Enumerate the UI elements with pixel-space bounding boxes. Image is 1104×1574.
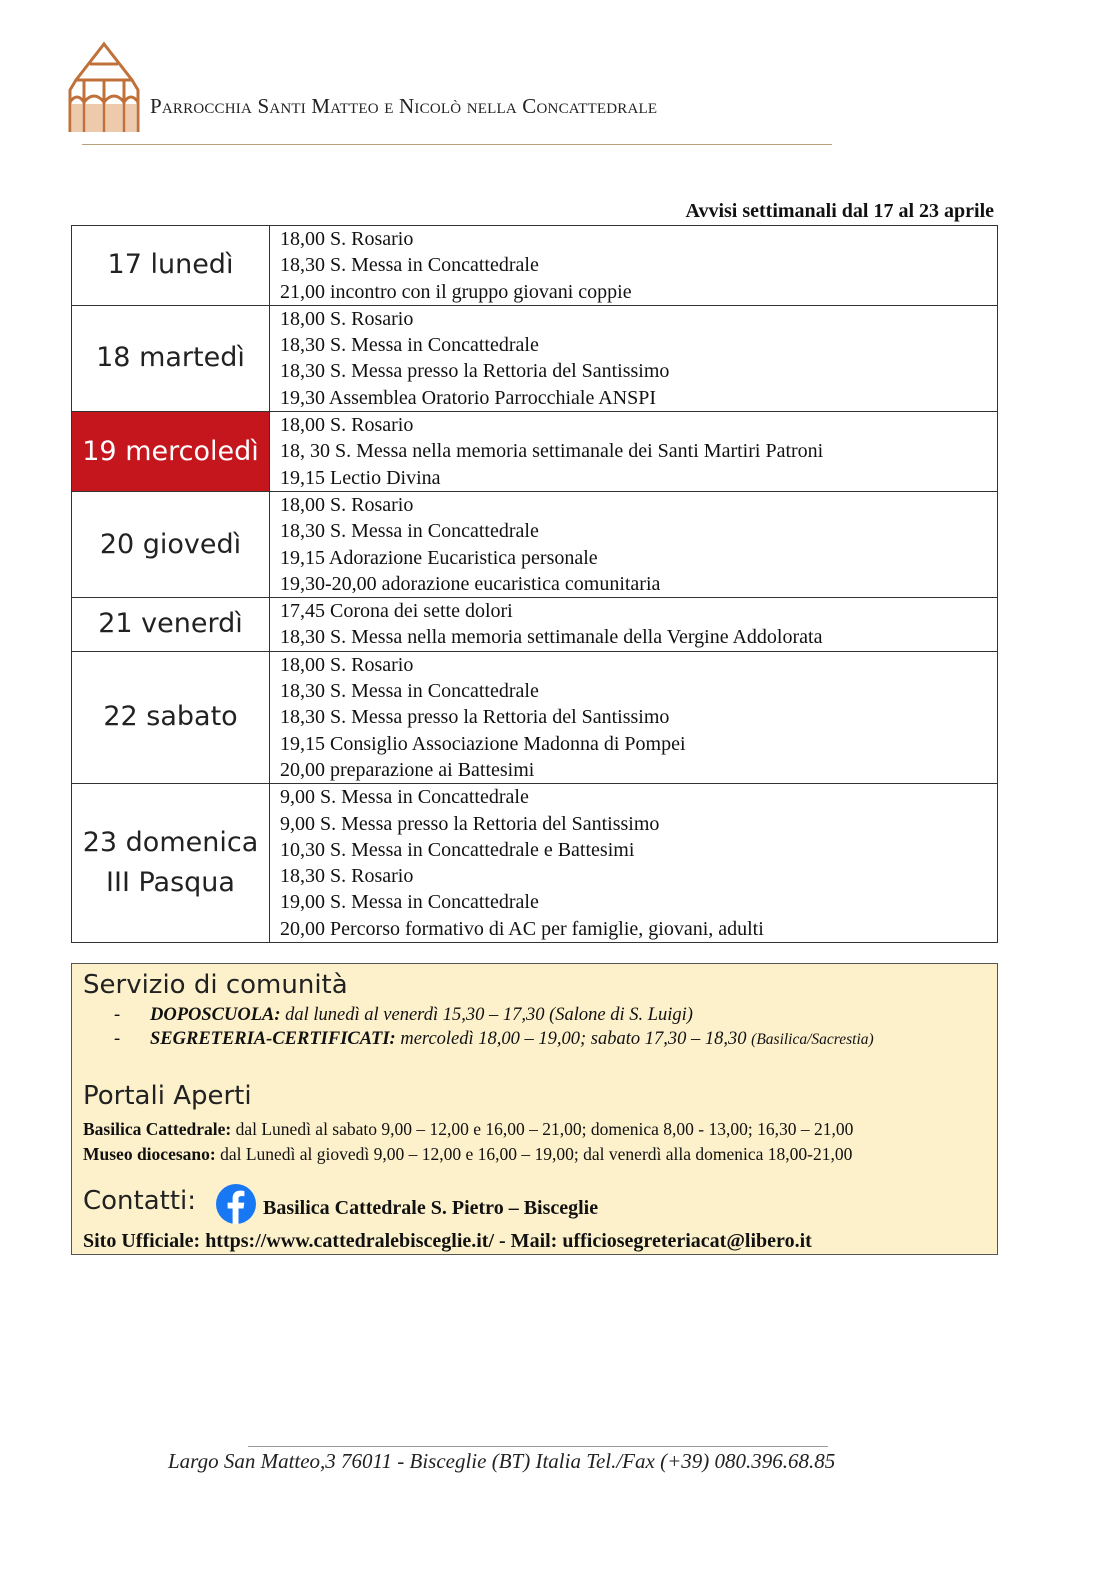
- event-item: 18, 30 S. Messa nella memoria settimanale dei Santi Martiri Patroni: [280, 440, 824, 463]
- event-item: 19,15 Consiglio Associazione Madonna di Pompei: [280, 732, 686, 755]
- day-cell: [72, 598, 270, 652]
- schedule-row: [72, 305, 998, 411]
- event-item: 10,30 S. Messa in Concattedrale e Battesimi: [280, 838, 635, 861]
- event-item: 20,00 preparazione ai Battesimi: [280, 758, 535, 781]
- day-sublabel: III Pasqua: [106, 867, 235, 899]
- event-item: 18,00 S. Rosario: [280, 653, 414, 676]
- event-item: 18,30 S. Messa in Concattedrale: [280, 254, 539, 277]
- day-label: 20 giovedì: [99, 528, 242, 560]
- day-cell: [72, 784, 270, 943]
- event-item: 18,00 S. Rosario: [280, 307, 414, 330]
- event-item: 18,00 S. Rosario: [280, 414, 414, 437]
- portals-heading: Portali Aperti: [83, 1081, 252, 1111]
- event-item: 19,15 Adorazione Eucaristica personale: [280, 546, 598, 569]
- day-cell: [72, 226, 270, 306]
- event-item: 21,00 incontro con il gruppo giovani coppie: [280, 280, 632, 303]
- event-item: 19,15 Lectio Divina: [280, 466, 441, 489]
- event-item: 18,30 S. Messa nella memoria settimanale della Vergine Addolorata: [280, 626, 823, 649]
- event-item: 18,30 S. Messa in Concattedrale: [280, 680, 539, 703]
- website-mail-line[interactable]: Sito Ufficiale: https://www.cattedralebisceglie.it/ - Mail: ufficiosegreteriacat@libero.it: [83, 1230, 812, 1252]
- week-title: Avvisi settimanali dal 17 al 23 aprile: [685, 200, 994, 222]
- schedule-row: [72, 412, 998, 492]
- day-cell: [72, 651, 270, 783]
- event-item: 9,00 S. Messa in Concattedrale: [280, 786, 529, 809]
- day-label: 19 mercoledì: [82, 435, 259, 467]
- weekly-schedule-table: [71, 225, 998, 943]
- schedule-row: [72, 226, 998, 306]
- events-cell: [270, 412, 998, 492]
- parish-title: Parrocchia Santi Matteo e Nicolò nella Concattedrale: [150, 94, 658, 118]
- event-item: 19,00 S. Messa in Concattedrale: [280, 891, 539, 914]
- event-item: 18,30 S. Rosario: [280, 865, 414, 888]
- header-divider: [82, 144, 832, 145]
- service-item-doposcuola: - DOPOSCUOLA: dal lunedì al venerdì 15,30 – 17,30 (Salone di S. Luigi): [114, 1005, 693, 1025]
- community-info-box: [71, 963, 998, 1255]
- service-item-segreteria: - SEGRETERIA-CERTIFICATI: mercoledì 18,00 – 19,00; sabato 17,30 – 18,30 (Basilica/Sacrestia): [114, 1029, 874, 1049]
- church-logo-icon: [66, 40, 142, 134]
- portal-basilica: Basilica Cattedrale: dal Lunedì al sabato 9,00 – 12,00 e 16,00 – 21,00; domenica 8,00 - 13,00; 16,30 – 21,00: [83, 1119, 854, 1139]
- schedule-row: [72, 491, 998, 597]
- day-label: 23 domenica: [82, 827, 259, 859]
- event-item: 17,45 Corona dei sette dolori: [280, 600, 513, 623]
- event-item: 18,30 S. Messa presso la Rettoria del Santissimo: [280, 360, 670, 383]
- facebook-icon[interactable]: [216, 1184, 256, 1224]
- footer-address: Largo San Matteo,3 76011 - Bisceglie (BT) Italia Tel./Fax (+39) 080.396.68.85: [168, 1449, 836, 1473]
- events-cell: [270, 784, 998, 943]
- schedule-row: [72, 651, 998, 783]
- day-label: 21 venerdì: [98, 608, 243, 640]
- day-label: 22 sabato: [103, 701, 238, 733]
- event-item: 9,00 S. Messa presso la Rettoria del Santissimo: [280, 812, 660, 835]
- service-heading: Servizio di comunità: [83, 970, 348, 1000]
- event-item: 18,00 S. Rosario: [280, 493, 414, 516]
- schedule-row: [72, 598, 998, 652]
- footer-divider: [248, 1446, 828, 1447]
- events-cell: [270, 651, 998, 783]
- event-item: 20,00 Percorso formativo di AC per famiglie, giovani, adulti: [280, 917, 764, 940]
- day-cell: [72, 305, 270, 411]
- event-item: 19,30 Assemblea Oratorio Parrocchiale ANSPI: [280, 386, 657, 409]
- facebook-page-name[interactable]: Basilica Cattedrale S. Pietro – Bisceglie: [263, 1197, 599, 1219]
- event-item: 19,30-20,00 adorazione eucaristica comunitaria: [280, 572, 661, 595]
- event-item: 18,30 S. Messa presso la Rettoria del Santissimo: [280, 706, 670, 729]
- day-label: 17 lunedì: [107, 249, 234, 281]
- events-cell: [270, 226, 998, 306]
- day-cell: [72, 412, 270, 492]
- event-item: 18,30 S. Messa in Concattedrale: [280, 520, 539, 543]
- events-cell: [270, 598, 998, 652]
- events-cell: [270, 491, 998, 597]
- event-item: 18,30 S. Messa in Concattedrale: [280, 334, 539, 357]
- schedule-row: [72, 784, 998, 943]
- events-cell: [270, 305, 998, 411]
- event-item: 18,00 S. Rosario: [280, 228, 414, 250]
- day-cell: [72, 491, 270, 597]
- portal-museo: Museo diocesano: dal Lunedì al giovedì 9,00 – 12,00 e 16,00 – 19,00; dal venerdì alla domenica 18,00-21,00: [83, 1144, 853, 1164]
- contacts-heading: Contatti:: [83, 1186, 197, 1216]
- day-label: 18 martedì: [96, 342, 245, 374]
